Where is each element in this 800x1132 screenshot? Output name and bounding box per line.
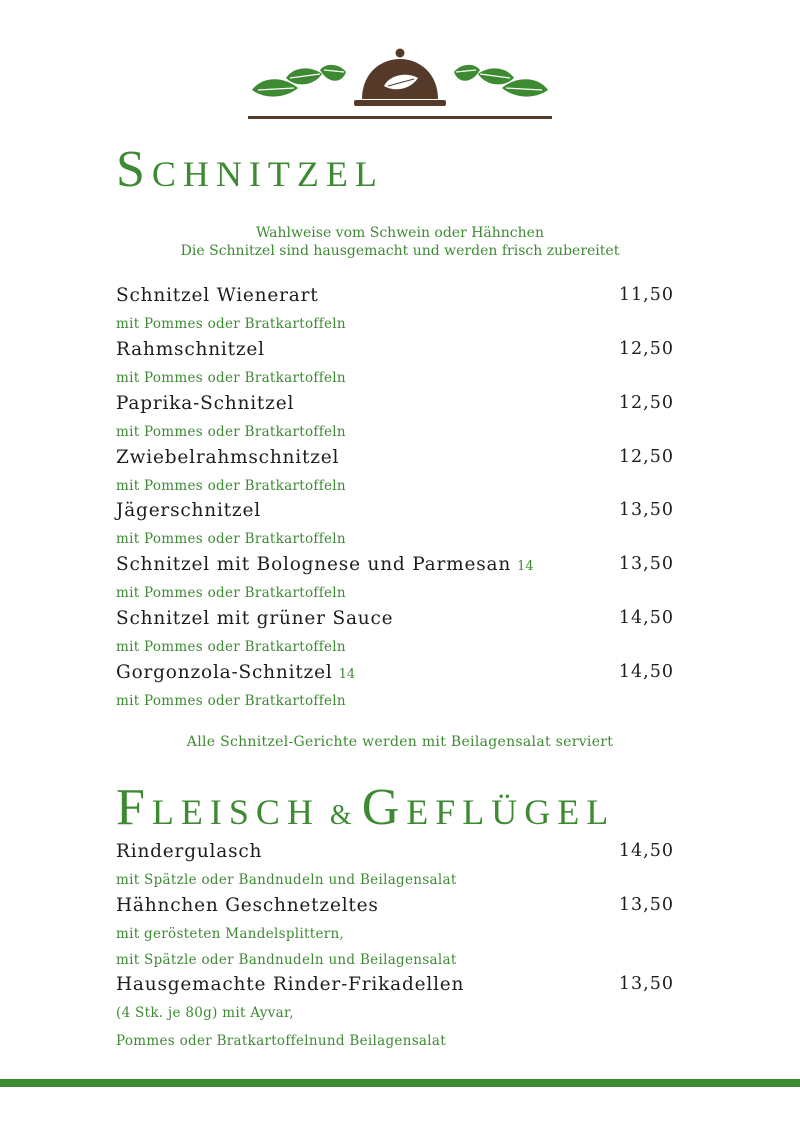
menu-item: [116, 974, 674, 1000]
menu-item-price: 14,50: [618, 662, 674, 682]
menu-item-description: mit Spätzle oder Bandnudeln und Beilagensalat: [116, 952, 457, 968]
menu-item-price: 11,50: [618, 285, 674, 305]
menu-item-name: Gorgonzola-Schnitzel 14: [116, 662, 356, 683]
menu-item-description: mit Pommes oder Bratkartoffeln: [116, 639, 346, 655]
menu-item-name: Jägerschnitzel: [116, 500, 261, 521]
menu-item-name: Hausgemachte Rinder-Frikadellen: [116, 974, 465, 995]
menu-item: [116, 500, 674, 526]
footer-divider: [0, 1079, 800, 1087]
section-subtitle: Wahlweise vom Schwein oder Hähnchen: [256, 225, 544, 241]
menu-item-price: 14,50: [618, 841, 674, 861]
menu-item-description: (4 Stk. je 80g) mit Ayvar,: [116, 1005, 294, 1021]
menu-item-price: 13,50: [618, 500, 674, 520]
menu-item: [116, 554, 674, 580]
menu-item: [116, 895, 674, 921]
menu-item: [116, 662, 674, 688]
menu-item-description: mit Pommes oder Bratkartoffeln: [116, 478, 346, 494]
menu-item-description: mit Pommes oder Bratkartoffeln: [116, 531, 346, 547]
menu-item: [116, 447, 674, 473]
menu-item-name: Rahmschnitzel: [116, 339, 265, 360]
cloche-with-leaves-icon: [248, 44, 552, 122]
menu-item-price: 13,50: [618, 554, 674, 574]
menu-item-name: Schnitzel Wienerart: [116, 285, 319, 306]
menu-item: [116, 841, 674, 867]
menu-item-name: Zwiebelrahmschnitzel: [116, 447, 340, 468]
menu-item: [116, 339, 674, 365]
section-title-fleisch-gefluegel: FLEISCH & GEFLÜGEL: [116, 779, 616, 836]
menu-item-name: Hähnchen Geschnetzeltes: [116, 895, 379, 916]
menu-item-name: Schnitzel mit Bolognese und Parmesan 14: [116, 554, 534, 575]
section-note: Alle Schnitzel-Gerichte werden mit Beilagensalat serviert: [186, 734, 614, 750]
menu-item-description: Pommes oder Bratkartoffelnund Beilagensalat: [116, 1033, 446, 1049]
section-title-schnitzel: SCHNITZEL: [116, 141, 384, 198]
menu-item-price: 13,50: [618, 974, 674, 994]
menu-item-description: mit gerösteten Mandelsplittern,: [116, 926, 345, 942]
menu-item-description: mit Spätzle oder Bandnudeln und Beilagensalat: [116, 872, 457, 888]
menu-item: [116, 285, 674, 311]
menu-item-name: Paprika-Schnitzel: [116, 393, 295, 414]
allergen-code: 14: [338, 667, 356, 682]
menu-item-price: 12,50: [618, 339, 674, 359]
menu-item-name: Rindergulasch: [116, 841, 263, 862]
menu-item-description: mit Pommes oder Bratkartoffeln: [116, 585, 346, 601]
menu-item-description: mit Pommes oder Bratkartoffeln: [116, 370, 346, 386]
menu-item-name: Schnitzel mit grüner Sauce: [116, 608, 394, 629]
menu-item-price: 14,50: [618, 608, 674, 628]
menu-item: [116, 608, 674, 634]
section-subtitle: Die Schnitzel sind hausgemacht und werden frisch zubereitet: [180, 243, 620, 259]
allergen-code: 14: [517, 559, 534, 574]
menu-item-price: 13,50: [618, 895, 674, 915]
menu-item-description: mit Pommes oder Bratkartoffeln: [116, 316, 346, 332]
menu-item-description: mit Pommes oder Bratkartoffeln: [116, 424, 346, 440]
menu-item-price: 12,50: [618, 447, 674, 467]
menu-item-price: 12,50: [618, 393, 674, 413]
menu-item: [116, 393, 674, 419]
menu-item-description: mit Pommes oder Bratkartoffeln: [116, 693, 346, 709]
